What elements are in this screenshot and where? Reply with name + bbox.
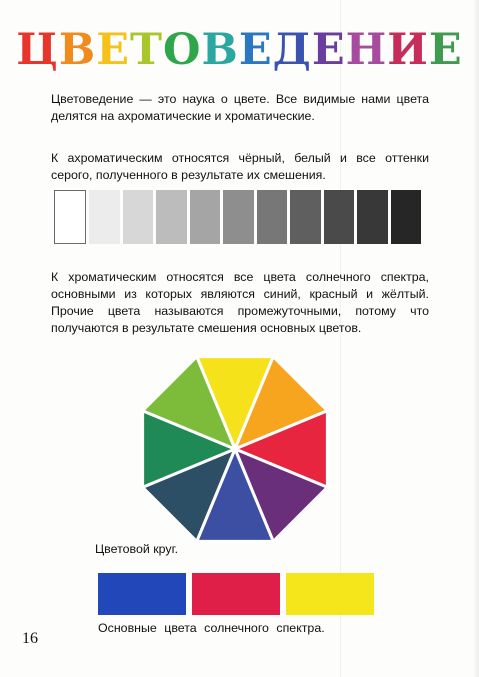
gray-swatch xyxy=(89,190,119,244)
title-letter: Е xyxy=(96,25,130,75)
title-letter: Е xyxy=(311,25,346,75)
color-wheel xyxy=(133,347,337,551)
title-letter: Е xyxy=(238,25,273,75)
paragraph-intro: Цветоведение — это наука о цвете. Все видимые нами цвета делятся на ахроматические и хроматические. xyxy=(51,92,429,123)
gray-swatch xyxy=(223,190,253,244)
primary-yellow-swatch xyxy=(286,573,374,615)
achromatic-scale xyxy=(54,190,421,244)
title-letter: Д xyxy=(272,25,312,75)
primary-red-swatch xyxy=(192,573,280,615)
title-letter: Ц xyxy=(16,25,59,75)
primary-colors-caption: Основные цвета солнечного спектра. xyxy=(98,621,325,635)
page-edge xyxy=(473,0,479,677)
title-letter: В xyxy=(58,25,97,75)
color-wheel-caption: Цветовой круг. xyxy=(95,542,179,556)
gray-swatch xyxy=(357,190,387,244)
page-number: 16 xyxy=(22,630,38,647)
title-letter: Е xyxy=(428,25,463,75)
gray-swatch xyxy=(54,190,86,244)
gray-swatch xyxy=(324,190,354,244)
gray-swatch xyxy=(123,190,153,244)
gray-swatch xyxy=(290,190,320,244)
title-letter: Н xyxy=(345,25,388,75)
title-letter: И xyxy=(387,25,429,75)
paragraph-achromatic: К ахроматическим относятся чёрный, белый и все оттенки серого, полученного в результате их смешения. xyxy=(51,151,429,182)
gray-swatch xyxy=(190,190,220,244)
gray-swatch xyxy=(391,190,421,244)
primary-blue-swatch xyxy=(98,573,186,615)
primary-colors xyxy=(98,573,372,615)
title-letter: Т xyxy=(130,25,163,75)
title-letter: В xyxy=(201,25,239,75)
gray-swatch xyxy=(156,190,186,244)
gray-swatch xyxy=(257,190,287,244)
page-title xyxy=(0,22,479,78)
paragraph-chromatic: К хроматическим относятся все цвета солнечного спектра, основными из которых являются синий, красный и жёлтый. Прочие цвета называются промежуточными, потому что получаются в результате смешения основных цветов. xyxy=(51,270,429,335)
title-letter: О xyxy=(163,25,202,75)
